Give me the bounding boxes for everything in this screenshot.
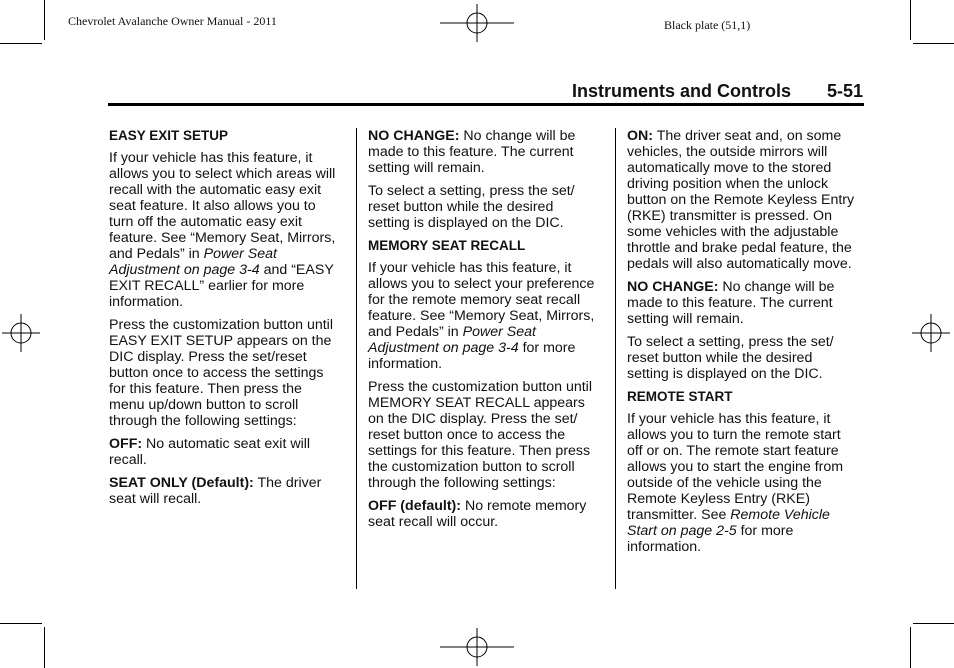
crop-mark [0, 43, 42, 44]
select-setting-instructions: To select a setting, press the set/ reset button while the desired setting is displayed on the DIC. [627, 334, 834, 382]
setting-label: NO CHANGE: [368, 128, 460, 144]
column-divider [615, 128, 616, 589]
setting-description: No remote memory seat recall will occur. [368, 498, 587, 530]
easy-exit-intro [109, 150, 349, 310]
paragraph-text: for more information. [627, 523, 794, 555]
select-setting-instructions: To select a setting, press the set/ reset button while the desired setting is displayed on the DIC. [368, 183, 575, 231]
cross-reference-link[interactable]: Remote Vehicle Start on page 2-5 [627, 507, 830, 539]
registration-mark-icon [912, 314, 950, 352]
off-default-setting [368, 498, 608, 530]
off-setting [109, 436, 349, 468]
memory-seat-recall-heading: MEMORY SEAT RECALL [368, 238, 526, 253]
setting-label: SEAT ONLY (Default): [109, 475, 254, 491]
paragraph-text: for more information. [368, 340, 576, 372]
crop-mark [913, 43, 954, 44]
setting-label: NO CHANGE: [627, 279, 719, 295]
column-1 [109, 128, 349, 514]
easy-exit-setup-heading: EASY EXIT SETUP [109, 128, 229, 143]
registration-mark-icon [440, 628, 514, 666]
crop-mark [910, 627, 911, 668]
setting-description: No change will be made to this feature. The current setting will remain. [627, 279, 835, 327]
crop-mark [913, 623, 954, 624]
paragraph-text: If your vehicle has this feature, it allows you to select which areas will recall with the automatic easy exit seat feature. It also allows you to turn off the automatic easy exit feature. See “Memory Seat, Mirrors, and Pedals” in [109, 150, 336, 262]
setting-description: The driver seat and, on some vehicles, the outside mirrors will automatically move to the stored driving position when the unlock button on the Remote Keyless Entry (RKE) transmitter is pressed. On some vehicles with the adjustable throttle and brake pedal feature, the pedals will also automatically move. [627, 128, 855, 272]
setting-description: No change will be made to this feature. The current setting will remain. [368, 128, 576, 176]
manual-title: Chevrolet Avalanche Owner Manual - 2011 [68, 14, 277, 28]
on-setting [627, 128, 867, 272]
paragraph-text: If your vehicle has this feature, it allows you to select your preference for the remote memory seat recall feature. See “Memory Seat, Mirrors, and Pedals” in [368, 260, 595, 340]
crop-mark [44, 627, 45, 668]
registration-mark-icon [440, 4, 514, 42]
column-divider [356, 128, 357, 589]
plate-label: Black plate (51,1) [664, 18, 751, 32]
setting-label: OFF (default): [368, 498, 461, 514]
setting-description: The driver seat will recall. [109, 475, 322, 507]
paragraph-text: and “EASY EXIT RECALL” earlier for more information. [109, 262, 334, 310]
remote-start-intro [627, 411, 867, 555]
crop-mark [910, 0, 911, 40]
no-change-setting [627, 279, 867, 327]
memory-seat-intro [368, 260, 608, 372]
crop-mark [0, 623, 42, 624]
no-change-setting [368, 128, 608, 176]
page-number: 5-51 [827, 81, 864, 101]
remote-start-heading: REMOTE START [627, 389, 733, 404]
cross-reference-link[interactable]: Power Seat Adjustment on page 3-4 [109, 246, 277, 278]
cross-reference-link[interactable]: Power Seat Adjustment on page 3-4 [368, 324, 536, 356]
seat-only-setting [109, 475, 349, 507]
crop-mark [44, 0, 45, 40]
setting-description: No automatic seat exit will recall. [109, 436, 311, 468]
memory-seat-instructions: Press the customization button until MEMORY SEAT RECALL appears on the DIC display. Press the set/ reset button once to access the settings for this feature. Then press the customization button to scroll through the following settings: [368, 379, 592, 491]
paragraph-text: If your vehicle has this feature, it allows you to turn the remote start off or on. The remote start feature allows you to start the engine from outside of the vehicle using the Remote Keyless Entry (RKE) transmitter. See [627, 411, 844, 523]
easy-exit-instructions: Press the customization button until EASY EXIT SETUP appears on the DIC display. Press the set/reset button once to access the settings for this feature. Then press the menu up/down button to scroll through the following settings: [109, 317, 333, 429]
setting-label: OFF: [109, 436, 143, 452]
registration-mark-icon [2, 314, 40, 352]
column-3 [627, 128, 867, 562]
header-rule [108, 103, 864, 106]
column-2 [368, 128, 608, 537]
section-title: Instruments and Controls [572, 81, 792, 101]
setting-label: ON: [627, 128, 654, 144]
